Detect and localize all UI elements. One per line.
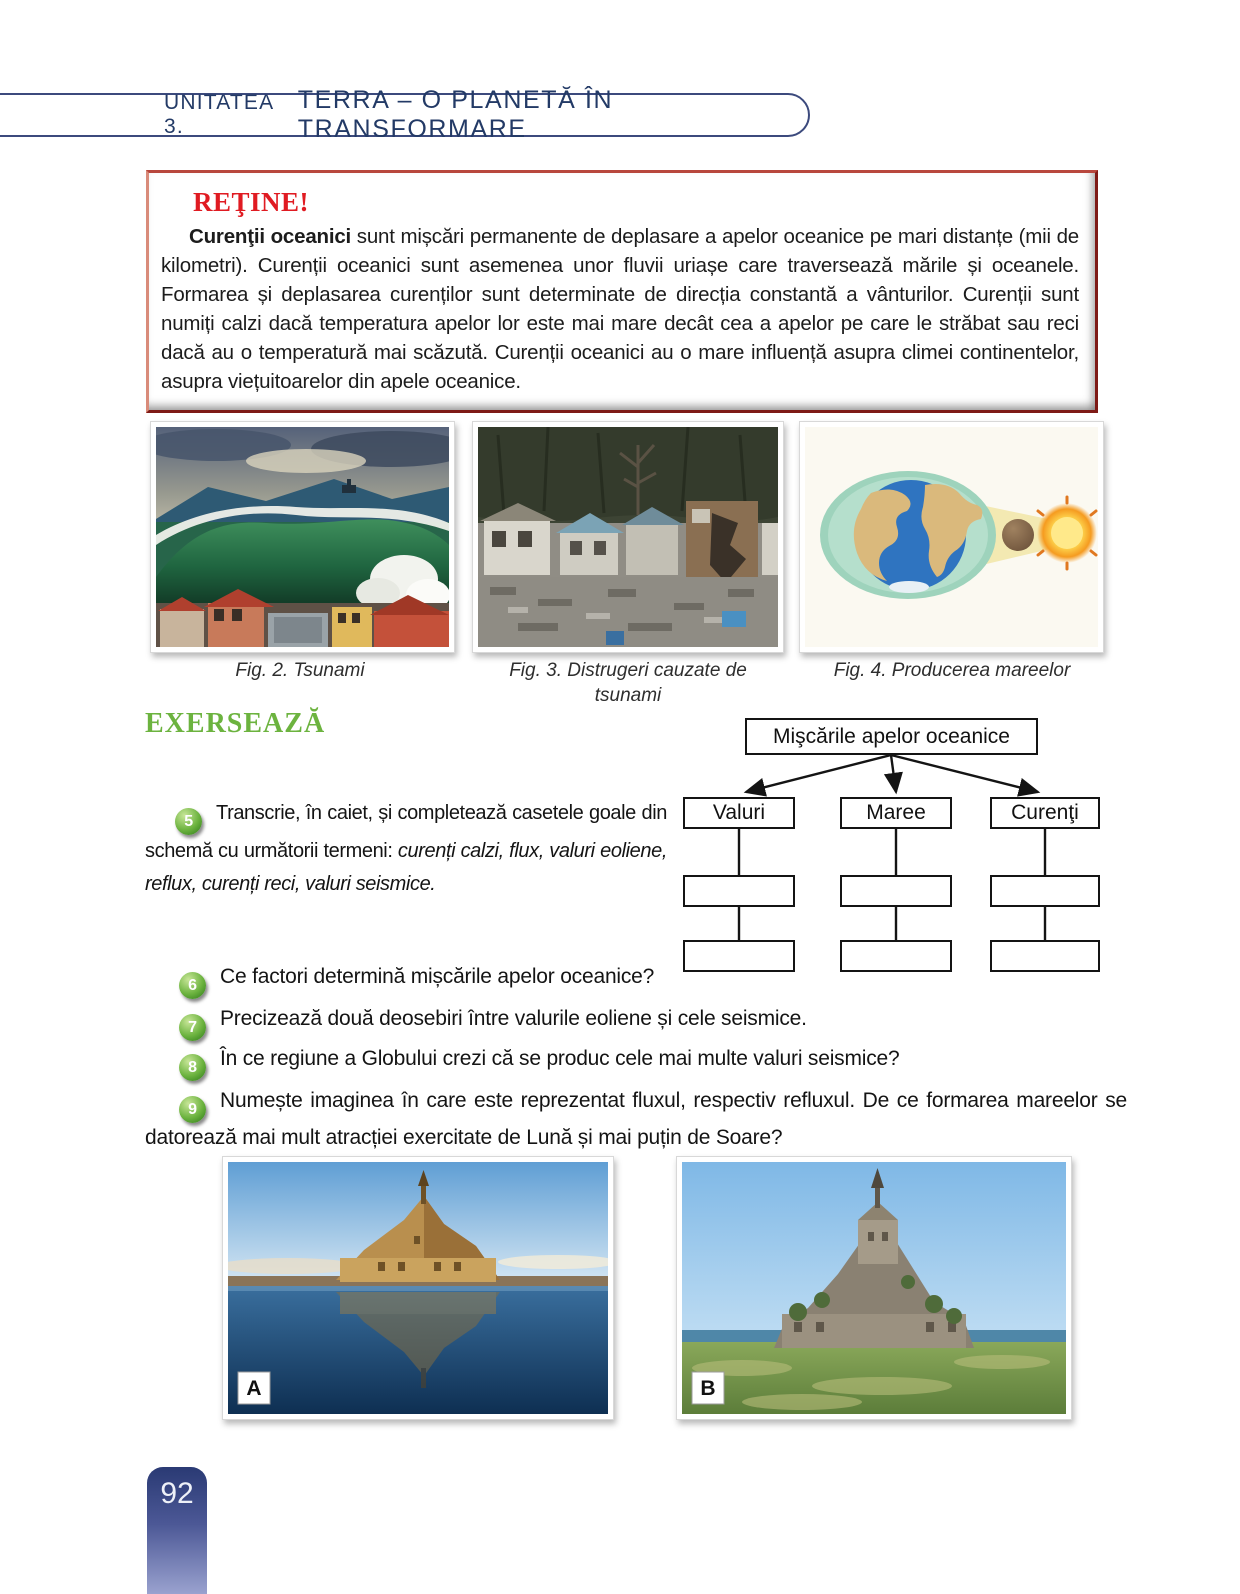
exercise-text: Precizează două deosebiri între valurile eoliene și cele seismice. bbox=[220, 1007, 807, 1030]
figure-tides bbox=[799, 421, 1104, 653]
high-tide-illustration bbox=[228, 1162, 608, 1414]
tides-illustration bbox=[805, 427, 1098, 647]
diagram-box-curenti: Curenţi bbox=[990, 797, 1100, 829]
diagram-box-valuri: Valuri bbox=[683, 797, 795, 829]
photo-mont-high-tide bbox=[222, 1156, 614, 1420]
ocean-movements-diagram bbox=[658, 708, 1124, 974]
exerseaza-heading: EXERSEAZĂ bbox=[145, 708, 326, 739]
page-number-tab bbox=[147, 1467, 207, 1594]
exercise-number-badge: 8 bbox=[179, 1054, 206, 1081]
exercise-item-8 bbox=[145, 1044, 1127, 1081]
exercise-number-badge: 7 bbox=[179, 1014, 206, 1041]
retine-title: REŢINE! bbox=[193, 187, 310, 217]
exercise-item-6 bbox=[145, 962, 1127, 999]
exercise-item-5 bbox=[145, 797, 667, 901]
exercise-item-9 bbox=[145, 1086, 1127, 1153]
exercise-text: Ce factori determină mișcările apelor oceanice? bbox=[220, 965, 655, 988]
photo-mont-low-tide bbox=[676, 1156, 1072, 1420]
photo-a-label: A bbox=[246, 1377, 262, 1400]
low-tide-illustration bbox=[682, 1162, 1066, 1414]
exercise-terms-italic: curenți calzi, flux, valuri eoliene, reflux, curenți reci, valuri seismice. bbox=[145, 840, 667, 895]
unit-title: TERRA – O PLANETĂ ÎN TRANSFORMARE bbox=[297, 86, 614, 143]
figure-destruction bbox=[472, 421, 784, 653]
photo-b-label: B bbox=[700, 1377, 716, 1400]
diagram-empty-box bbox=[990, 875, 1100, 907]
unit-header-badge bbox=[0, 86, 810, 143]
unit-label: UNITATEA 3. bbox=[164, 91, 274, 138]
exercise-text: Transcrie, în caiet, și completează casetele goale din schemă cu următorii termeni: bbox=[145, 802, 667, 862]
figure-caption: Fig. 2. Tsunami bbox=[235, 660, 365, 681]
exercise-text: În ce regiune a Globului crezi că se produc cele mai multe valuri seismice? bbox=[220, 1047, 900, 1070]
figure-caption: Fig. 4. Producerea mareelor bbox=[833, 660, 1071, 681]
page-number: 92 bbox=[160, 1477, 194, 1510]
exercise-item-7 bbox=[145, 1004, 1127, 1041]
exercise-text: Numește imaginea în care este reprezentat fluxul, respectiv refluxul. De ce formarea mareelor se datorează mai mult atracției exercitate de Lună și mai puțin de Soare? bbox=[145, 1089, 1127, 1149]
diagram-box-maree: Maree bbox=[840, 797, 952, 829]
retine-paragraph bbox=[161, 222, 1079, 396]
diagram-root-box: Mişcările apelor oceanice bbox=[745, 718, 1038, 755]
figure-tsunami bbox=[150, 421, 455, 653]
retine-body-text: sunt mișcări permanente de deplasare a apelor oceanice pe mari distanțe (mii de kilometri). Curenții oceanici sunt asemenea unor fluvii uriașe care traversează mările și oceanele. Formarea și deplasarea curenților sunt determinate de direcția constantă a vânturilor. Curenții sunt numiți calzi dacă temperatura apelor lor este mai mare decât cea a apelor pe care le străbat sau reci dacă au o temperatură mai scăzută. Curenții oceanici au o mare influență asupra climei continentelor, asupra viețuitoarelor din apele oceanice. bbox=[161, 225, 1079, 393]
exercise-number-badge: 9 bbox=[179, 1096, 206, 1123]
tsunami-illustration bbox=[156, 427, 449, 647]
exercise-number-badge: 5 bbox=[175, 808, 202, 835]
retine-lead-term: Curenţii oceanici bbox=[189, 225, 352, 248]
destruction-illustration bbox=[478, 427, 778, 647]
diagram-empty-box bbox=[683, 875, 795, 907]
figure-caption: Fig. 3. Distrugeri cauzate de tsunami bbox=[509, 660, 747, 706]
diagram-empty-box bbox=[840, 875, 952, 907]
retine-box bbox=[146, 170, 1098, 413]
exercise-number-badge: 6 bbox=[179, 972, 206, 999]
